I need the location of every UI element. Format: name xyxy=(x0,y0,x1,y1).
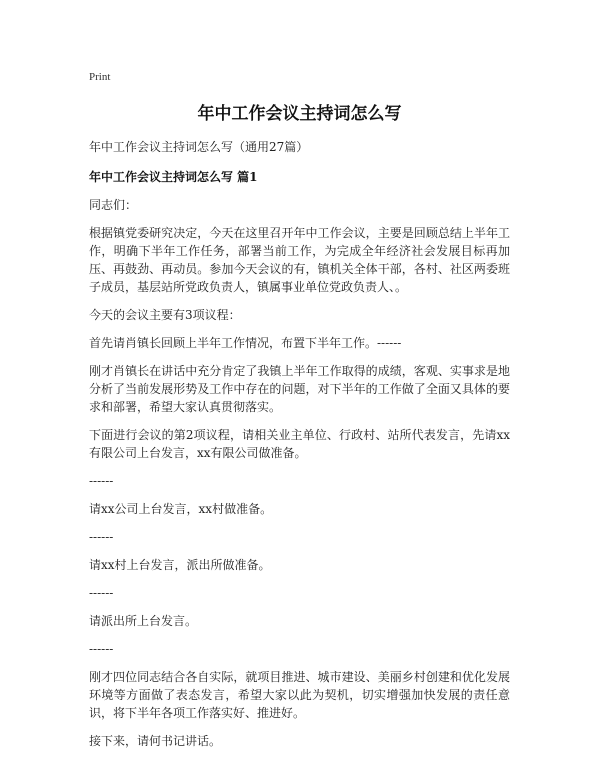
agenda-item-2-paragraph: 下面进行会议的第2项议程，请相关业主单位、行政村、站所代表发言，先请xx有限公司上台发言，xx有限公司做准备。 xyxy=(89,428,510,460)
section-heading: 年中工作会议主持词怎么写 篇1 xyxy=(89,170,258,184)
separator-line: ------ xyxy=(89,586,114,600)
print-label: Print xyxy=(89,71,111,83)
document-subtitle: 年中工作会议主持词怎么写（通用27篇） xyxy=(89,140,309,154)
closing-summary-paragraph: 刚才四位同志结合各自实际，就项目推进、城市建设、美丽乡村创建和优化发展环境等方面做了表态发言，希望大家以此为契机，切实增强加快发展的责任意识，将下半年各项工作落实好、推进好。 xyxy=(89,670,510,720)
opening-paragraph: 根据镇党委研究决定，今天在这里召开年中工作会议，主要是回顾总结上半年工作，明确下半年工作任务，部署当前工作，为完成全年经济社会发展目标再加压、再鼓劲、再动员。参加今天会议的有，镇机关全体干部，各村、社区两委班子成员，基层站所党政负责人，镇属事业单位党政负责人、。 xyxy=(89,226,510,294)
separator-line: ------ xyxy=(89,530,114,544)
speaker-paragraph: 请xx村上台发言，派出所做准备。 xyxy=(89,558,271,572)
separator-line: ------ xyxy=(89,474,114,488)
summary-paragraph: 刚才肖镇长在讲话中充分肯定了我镇上半年工作取得的成绩，客观、实事求是地分析了当前发展形势及工作中存在的问题，对下半年的工作做了全面又具体的要求和部署，希望大家认真贯彻落实。 xyxy=(89,364,510,414)
separator-line: ------ xyxy=(89,642,114,656)
agenda-paragraph: 今天的会议主要有3项议程： xyxy=(89,308,241,322)
greeting-paragraph: 同志们： xyxy=(89,198,138,212)
next-speaker-paragraph: 接下来，请何书记讲话。 xyxy=(89,734,222,748)
agenda-item-1-paragraph: 首先请肖镇长回顾上半年工作情况，布置下半年工作。------ xyxy=(89,336,402,350)
document-title: 年中工作会议主持词怎么写 xyxy=(197,104,402,124)
speaker-paragraph: 请派出所上台发言。 xyxy=(89,614,198,628)
speaker-paragraph: 请xx公司上台发言，xx村做准备。 xyxy=(89,502,273,516)
